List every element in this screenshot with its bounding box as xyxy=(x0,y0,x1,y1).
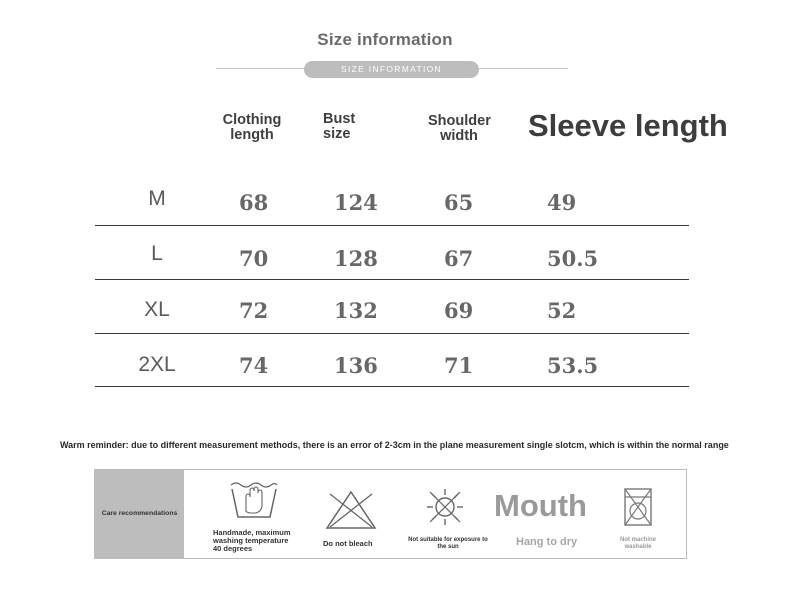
bust-size-value: 136 xyxy=(334,353,378,378)
no-sun-caption-line1: Not suitable for exposure to xyxy=(408,537,488,543)
header-shoulder-width-line2: width xyxy=(440,128,478,144)
sleeve-length-value: 53.5 xyxy=(547,353,599,378)
size-label: L xyxy=(151,242,163,265)
warm-reminder-text: Warm reminder: due to different measurement methods, there is an error of 2-3cm in the plane measurement single slotcm, which is within the normal range xyxy=(60,440,729,450)
hang-to-dry-caption: Hang to dry xyxy=(516,536,578,548)
care-recommendations-label: Care recommendations xyxy=(95,470,184,558)
no-sun-icon xyxy=(425,487,465,527)
header-clothing-length-line1: Clothing xyxy=(222,112,282,128)
row-divider xyxy=(95,333,689,334)
bust-size-value: 128 xyxy=(334,246,378,271)
bust-size-value: 132 xyxy=(334,298,378,323)
shoulder-width-value: 67 xyxy=(444,246,474,271)
hand-wash-caption xyxy=(213,529,291,553)
no-sun-caption-line2: the sun xyxy=(437,544,459,550)
subtitle-pill: SIZE INFORMATION xyxy=(304,61,479,78)
sleeve-length-value: 50.5 xyxy=(547,246,599,271)
no-bleach-caption xyxy=(323,540,373,548)
page-title: Size information xyxy=(317,30,453,49)
sleeve-length-value: 49 xyxy=(547,190,577,215)
no-machine-wash-caption-line2: washable xyxy=(624,544,652,550)
no-bleach-icon xyxy=(324,489,378,531)
size-label: M xyxy=(148,187,166,210)
header-bust-size xyxy=(323,112,355,142)
no-sun-caption xyxy=(402,537,494,551)
sleeve-length-value: 52 xyxy=(547,298,577,323)
header-bust-size-line2: size xyxy=(323,126,351,142)
hand-wash-icon xyxy=(228,477,280,521)
hand-wash-caption-line2: washing temperature xyxy=(213,536,289,545)
no-bleach-caption-line1: Do not bleach xyxy=(323,539,373,548)
mouth-text: Mouth xyxy=(494,488,587,523)
row-divider xyxy=(95,279,689,280)
clothing-length-value: 68 xyxy=(239,190,269,215)
header-clothing-length-line2: length xyxy=(230,127,274,143)
size-label: XL xyxy=(144,298,170,321)
row-divider xyxy=(95,386,689,387)
size-label: 2XL xyxy=(138,353,176,376)
header-clothing-length xyxy=(222,113,282,143)
bust-size-value: 124 xyxy=(334,190,378,215)
no-machine-wash-caption-line1: Not machine xyxy=(619,537,656,543)
header-shoulder-width-line1: Shoulder xyxy=(428,113,491,129)
shoulder-width-value: 69 xyxy=(444,298,474,323)
clothing-length-value: 72 xyxy=(239,298,269,323)
hand-wash-caption-line3: 40 degrees xyxy=(213,544,253,553)
header-sleeve-length: Sleeve length xyxy=(528,108,728,143)
row-divider xyxy=(95,225,689,226)
no-machine-wash-icon xyxy=(622,486,654,528)
hand-wash-caption-line1: Handmade, maximum xyxy=(213,528,291,537)
shoulder-width-value: 71 xyxy=(444,353,474,378)
no-machine-wash-caption xyxy=(612,537,664,551)
clothing-length-value: 70 xyxy=(239,246,269,271)
header-shoulder-width xyxy=(428,114,490,144)
header-bust-size-line1: Bust xyxy=(323,111,356,127)
clothing-length-value: 74 xyxy=(239,353,269,378)
shoulder-width-value: 65 xyxy=(444,190,474,215)
